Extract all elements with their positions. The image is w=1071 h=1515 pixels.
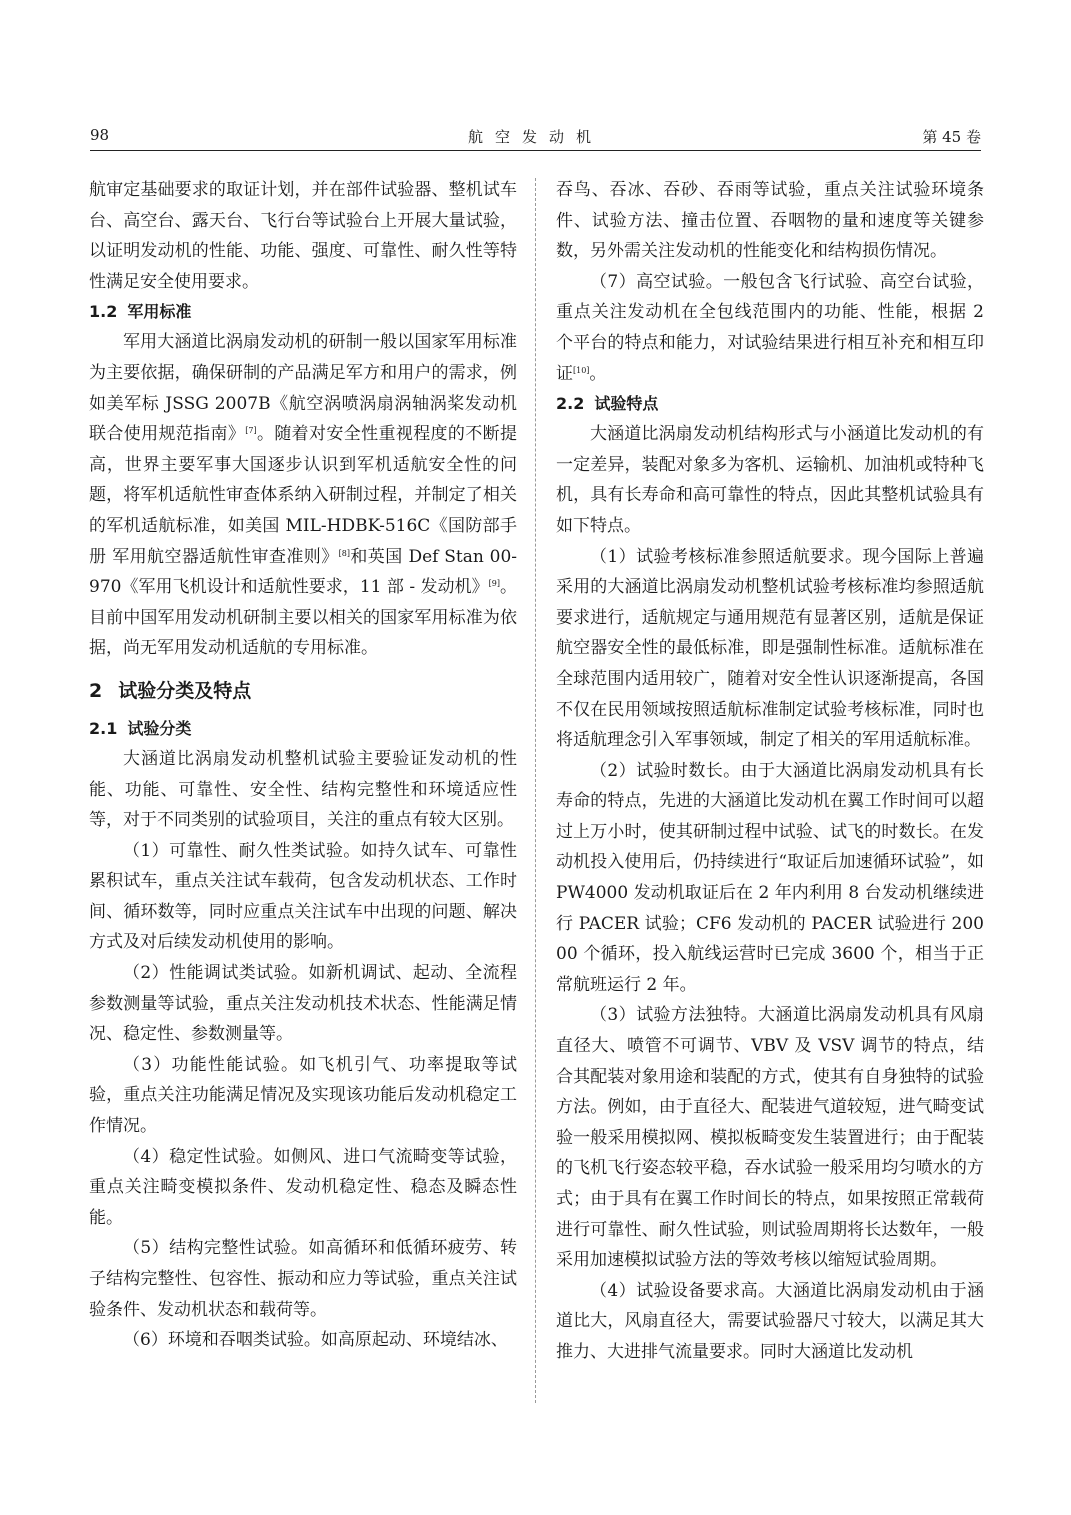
section-number: 2.2 (556, 394, 585, 414)
paragraph: 大涵道比涡扇发动机结构形式与小涵道比发动机的有一定差异，装配对象多为客机、运输机、加油机或特种飞机，具有长寿命和高可靠性的特点，因此其整机试验具有如下特点。 (556, 424, 984, 536)
section-title: 试验分类 (127, 718, 192, 738)
paragraph: （4）稳定性试验。如侧风、进口气流畸变等试验，重点关注畸变模拟条件、发动机稳定性、稳态及瞬态性能。 (89, 1146, 517, 1228)
citation: [9] (488, 579, 500, 589)
paragraph: （2）试验时数长。由于大涵道比涡扇发动机具有长寿命的特点，先进的大涵道比发动机在翼工作时间可以超过上万小时，使其研制过程中试验、试飞的时数长。在发动机投入使用后，仍持续进行“取证后加速循环试验”，如 PW4000 发动机取证后在 2 年内利用 8 台发动机继续进行 PACER 试验；CF6 发动机的 PACER 试验进行 20000 个循环，投入航线运营时已完成 3600 个，相当于正常航班运行 2 年。 (556, 760, 984, 995)
page-header (90, 124, 981, 151)
section-title: 试验分类及特点 (118, 679, 252, 702)
paragraph: （3）试验方法独特。大涵道比涡扇发动机具有风扇直径大、喷管不可调节、VBV 及 VSV 调节的特点，结合其配装对象用途和装配的方式，使其有自身独特的试验方法。例如，由于直径大、配装进气道较短，进气畸变试验一般采用模拟网、模拟板畸变发生装置进行；由于配装的飞机飞行姿态较平稳，吞水试验一般采用均匀喷水的方式；由于具有在翼工作时间长的特点，如果按照正常载荷进行可靠性、耐久性试验，则试验周期将长达数年，一般采用加速模拟试验方法的等效考核以缩短试验周期。 (556, 1005, 984, 1271)
right-column (556, 175, 984, 1368)
section-title: 试验特点 (594, 394, 659, 414)
left-column (89, 175, 517, 1356)
section-number: 2 (89, 679, 103, 702)
paragraph: （7）高空试验。一般包含飞行试验、高空台试验，重点关注发动机在全包线范围内的功能、性能，根据 2 个平台的特点和能力，对试验结果进行相互补充和相互印证[10]。 (556, 271, 984, 384)
section-number: 1.2 (89, 302, 118, 322)
section-heading-2-2 (556, 389, 984, 419)
paragraph: 吞鸟、吞冰、吞砂、吞雨等试验，重点关注试验环境条件、试验方法、撞击位置、吞咽物的量和速度等关键参数，另外需关注发动机的性能变化和结构损伤情况。 (556, 180, 984, 262)
citation: [10] (573, 365, 590, 375)
paragraph: 军用大涵道比涡扇发动机的研制一般以国家军用标准为主要依据，确保研制的产品满足军方和用户的需求，例如美军标 JSSG 2007B《航空涡喷涡扇涡轴涡桨发动机联合使用规范指南》[7]。随着对安全性重视程度的不断提高，世界主要军事大国逐步认识到军机适航安全性的问题，将军机适航性审查体系纳入研制过程，并制定了相关的军机适航标准，如美国 MIL-HDBK-516C《国防部手册 军用航空器适航性审查准则》[8]和英国 Def Stan 00-970《军用飞机设计和适航性要求，11 部 - 发动机》[9]。目前中国军用发动机研制主要以相关的国家军用标准为依据，尚无军用发动机适航的专用标准。 (89, 332, 518, 659)
paragraph: 大涵道比涡扇发动机整机试验主要验证发动机的性能、功能、可靠性、安全性、结构完整性和环境适应性等，对于不同类别的试验项目，关注的重点有较大区别。 (89, 748, 517, 831)
page-number: 98 (90, 126, 110, 144)
paragraph: （1）可靠性、耐久性类试验。如持久试车、可靠性累积试车，重点关注试车载荷，包含发动机状态、工作时间、循环数等，同时应重点关注试车中出现的问题、解决方式及对后续发动机使用的影响。 (89, 840, 517, 953)
journal-title: 航空发动机 (467, 128, 603, 146)
paragraph: （4）试验设备要求高。大涵道比涡扇发动机由于涵道比大，风扇直径大，需要试验器尺寸较大，以满足其大推力、大进排气流量要求。同时大涵道比发动机 (556, 1280, 984, 1362)
section-heading-2-1 (89, 714, 517, 744)
paragraph: （2）性能调试类试验。如新机调试、起动、全流程参数测量等试验，重点关注发动机技术状态、性能满足情况、稳定性、参数测量等。 (89, 963, 517, 1045)
column-divider (535, 178, 536, 1403)
section-heading-1-2 (89, 297, 517, 327)
section-number: 2.1 (89, 718, 118, 738)
paragraph: 航审定基础要求的取证计划，并在部件试验器、整机试车台、高空台、露天台、飞行台等试验台上开展大量试验，以证明发动机的性能、功能、强度、可靠性、耐久性等特性满足安全使用要求。 (89, 180, 517, 292)
paragraph: （1）试验考核标准参照适航要求。现今国际上普遍采用的大涵道比涡扇发动机整机试验考核标准均参照适航要求进行，适航规定与通用规范有显著区别，适航是保证航空器安全性的最低标准，即是强制性标准。适航标准在全球范围内适用较广，随着对安全性认识逐渐提高，各国不仅在民用领域按照适航标准制定试验考核标准，同时也将适航理念引入军事领域，制定了相关的军用适航标准。 (556, 546, 984, 751)
paragraph: （5）结构完整性试验。如高循环和低循环疲劳、转子结构完整性、包容性、振动和应力等试验，重点关注试验条件、发动机状态和载荷等。 (89, 1238, 517, 1320)
section-heading-2 (89, 676, 517, 706)
volume-number: 第 45 卷 (922, 128, 981, 146)
citation: [7] (245, 426, 257, 436)
section-title: 军用标准 (127, 302, 192, 322)
paragraph: （6）环境和吞咽类试验。如高原起动、环境结冰、 (123, 1330, 508, 1351)
citation: [8] (338, 548, 350, 558)
paragraph: （3）功能性能试验。如飞机引气、功率提取等试验，重点关注功能满足情况及实现该功能后发动机稳定工作情况。 (89, 1054, 517, 1137)
